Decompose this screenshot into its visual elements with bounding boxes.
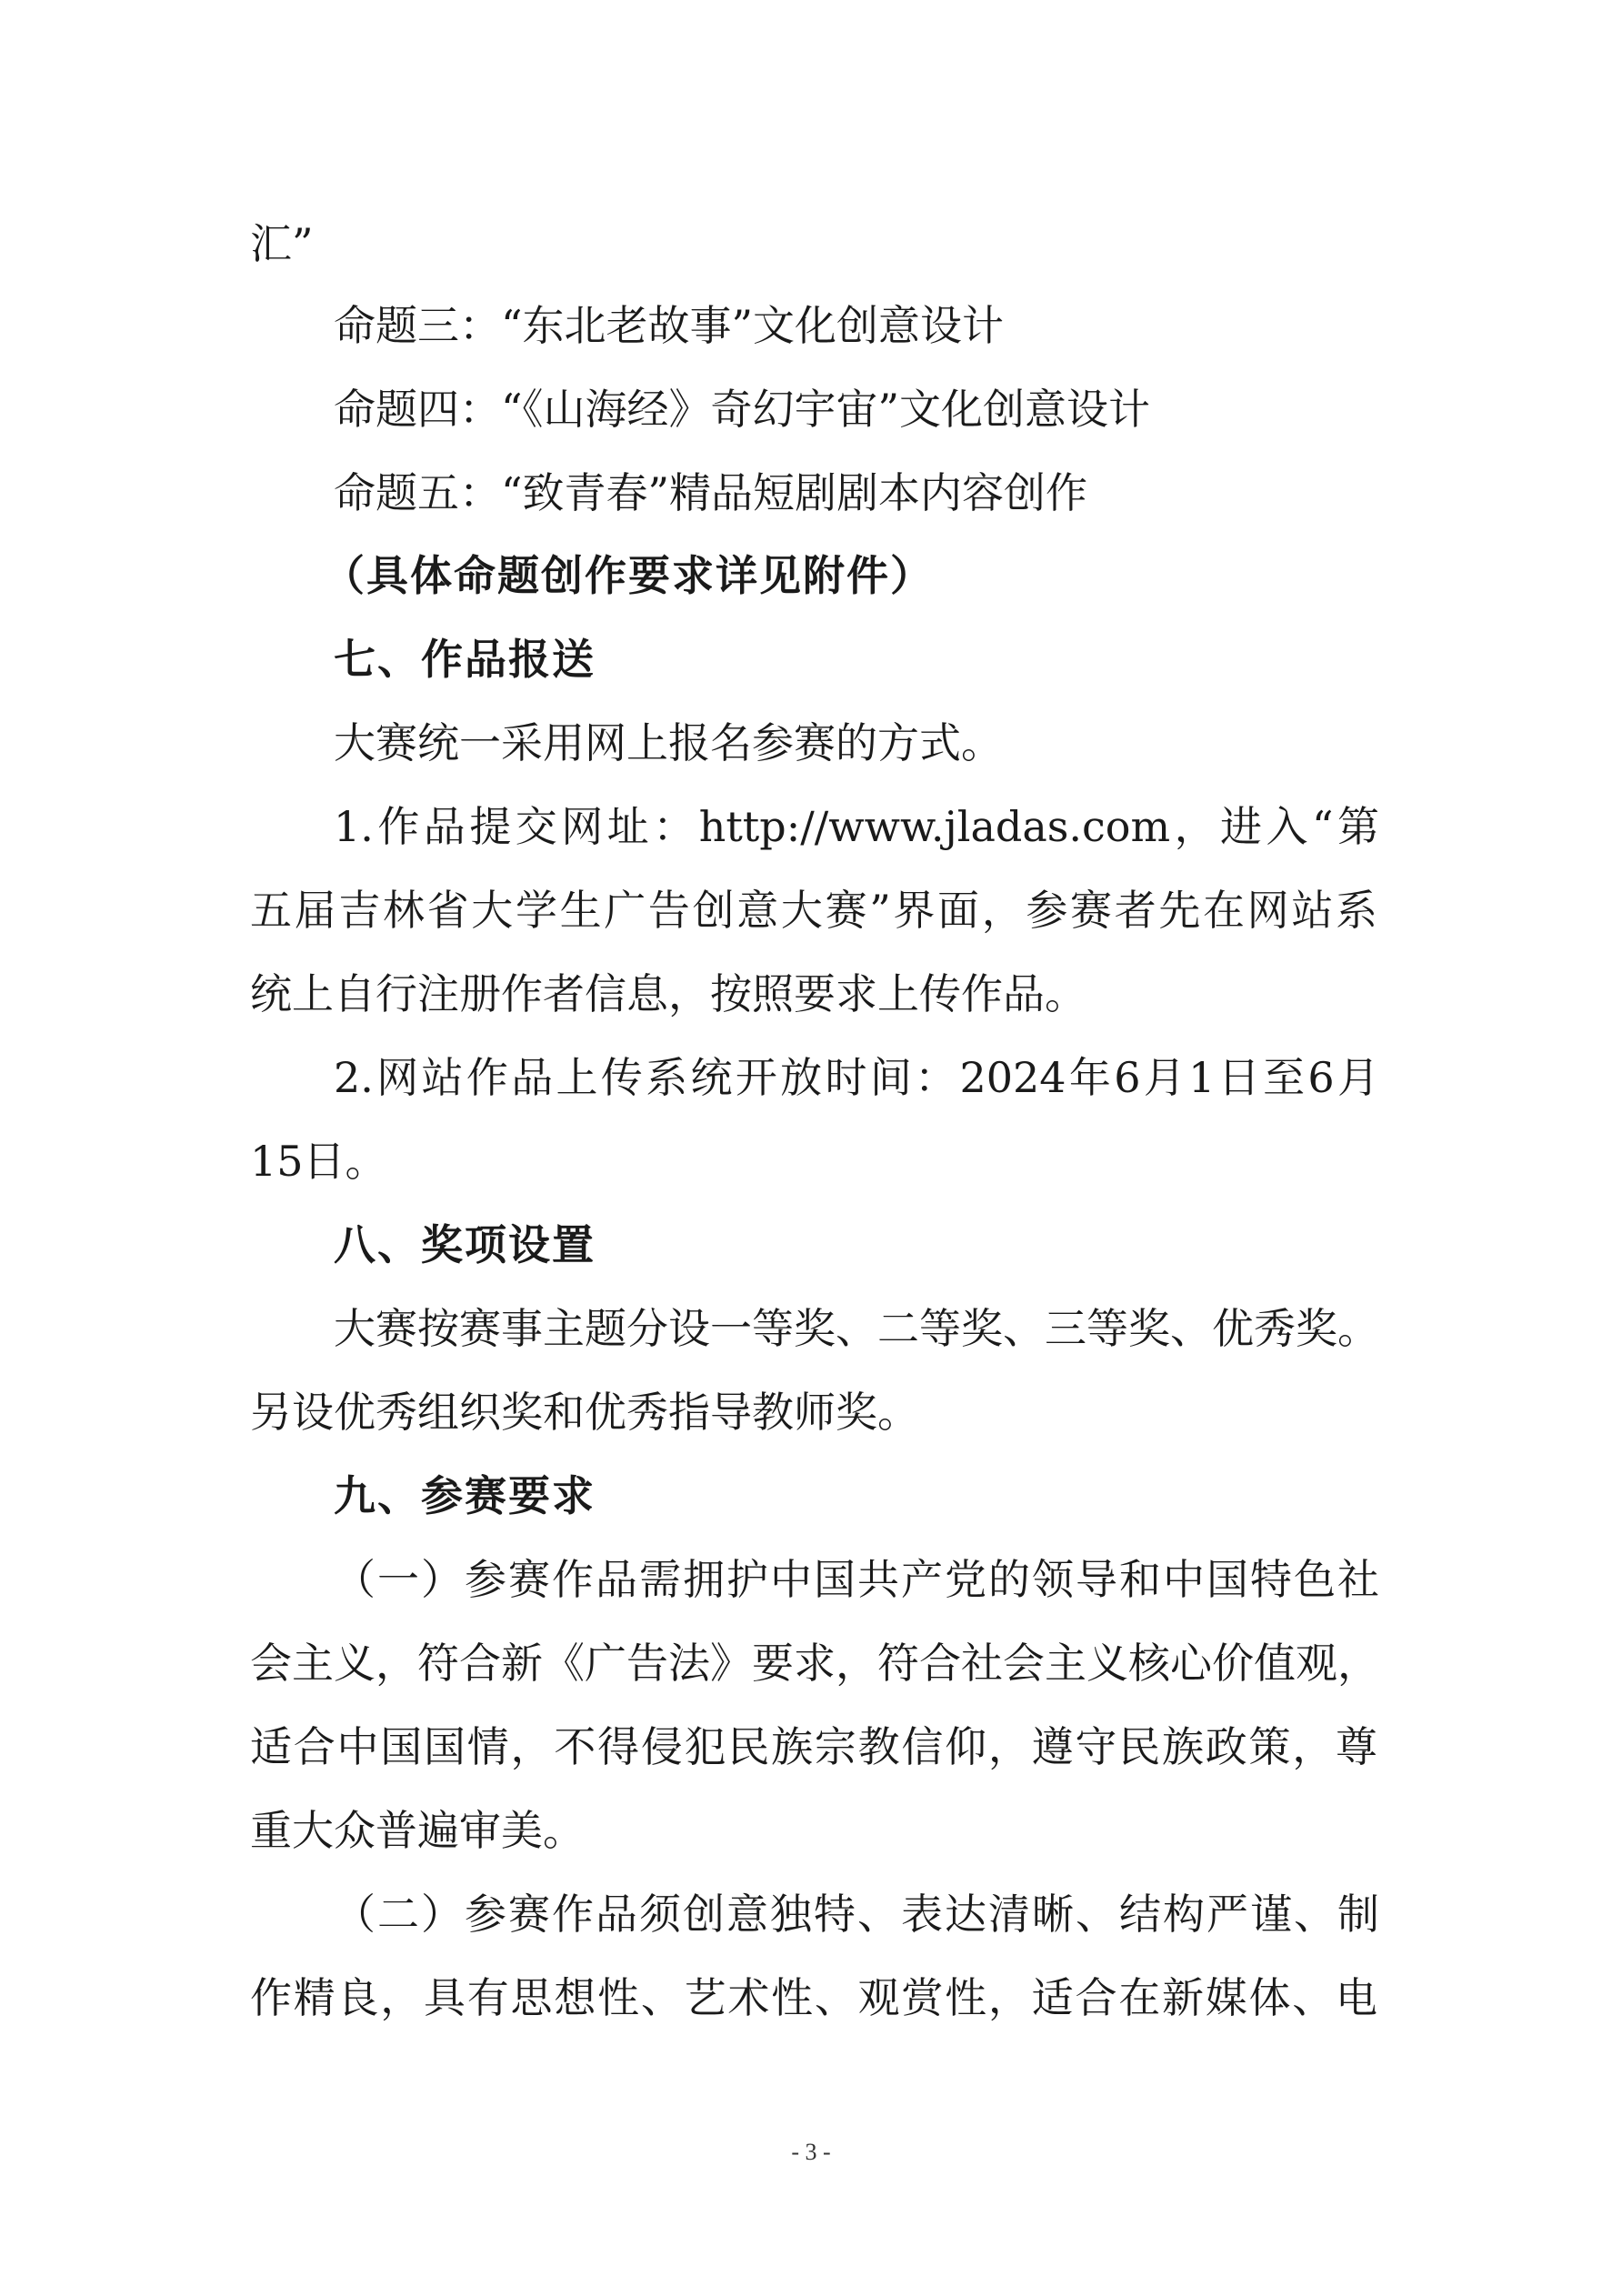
proposition-four: 命题四：“《山海经》奇幻宇宙”文化创意设计 bbox=[334, 385, 1151, 434]
submission-item-1-line-2: 五届吉林省大学生广告创意大赛”界面，参赛者先在网站系 bbox=[250, 886, 1377, 935]
section-heading-requirements: 九、参赛要求 bbox=[334, 1471, 596, 1520]
submission-intro: 大赛统一采用网上报名参赛的方式。 bbox=[334, 718, 1003, 767]
submission-item-2-line-2: 15日。 bbox=[250, 1137, 387, 1186]
awards-line-1: 大赛按赛事主题分设一等奖、二等奖、三等奖、优秀奖。 bbox=[334, 1304, 1379, 1353]
requirement-2-line-1: （二）参赛作品须创意独特、表达清晰、结构严谨、制 bbox=[334, 1890, 1379, 1939]
awards-line-2: 另设优秀组织奖和优秀指导教师奖。 bbox=[250, 1388, 919, 1437]
submission-item-1-line-1: 1.作品提交网址：http://www.jladas.com，进入“第 bbox=[334, 802, 1379, 851]
requirement-1-line-1: （一）参赛作品需拥护中国共产党的领导和中国特色社 bbox=[334, 1555, 1379, 1604]
submission-item-1-line-3: 统上自行注册作者信息，按照要求上传作品。 bbox=[250, 969, 1086, 1018]
proposition-five: 命题五：“致青春”精品短剧剧本内容创作 bbox=[334, 468, 1088, 517]
requirement-2-line-2: 作精良，具有思想性、艺术性、观赏性，适合在新媒体、电 bbox=[250, 1973, 1377, 2022]
proposition-three: 命题三：“东北老故事”文化创意设计 bbox=[334, 301, 1005, 350]
section-heading-awards: 八、奖项设置 bbox=[334, 1220, 596, 1269]
page-number: - 3 - bbox=[791, 2139, 831, 2165]
submission-item-2-line-1: 2.网站作品上传系统开放时间：2024年6月1日至6月 bbox=[334, 1053, 1379, 1102]
requirement-1-line-2: 会主义，符合新《广告法》要求，符合社会主义核心价值观， bbox=[250, 1639, 1379, 1688]
attachment-note: （具体命题创作要求详见附件） bbox=[323, 551, 934, 600]
requirement-1-line-4: 重大众普遍审美。 bbox=[250, 1806, 585, 1855]
requirement-1-line-3: 适合中国国情，不得侵犯民族宗教信仰，遵守民族政策，尊 bbox=[250, 1722, 1377, 1771]
text-line-continuation: 汇” bbox=[250, 219, 314, 268]
section-heading-submission: 七、作品报送 bbox=[334, 635, 596, 684]
